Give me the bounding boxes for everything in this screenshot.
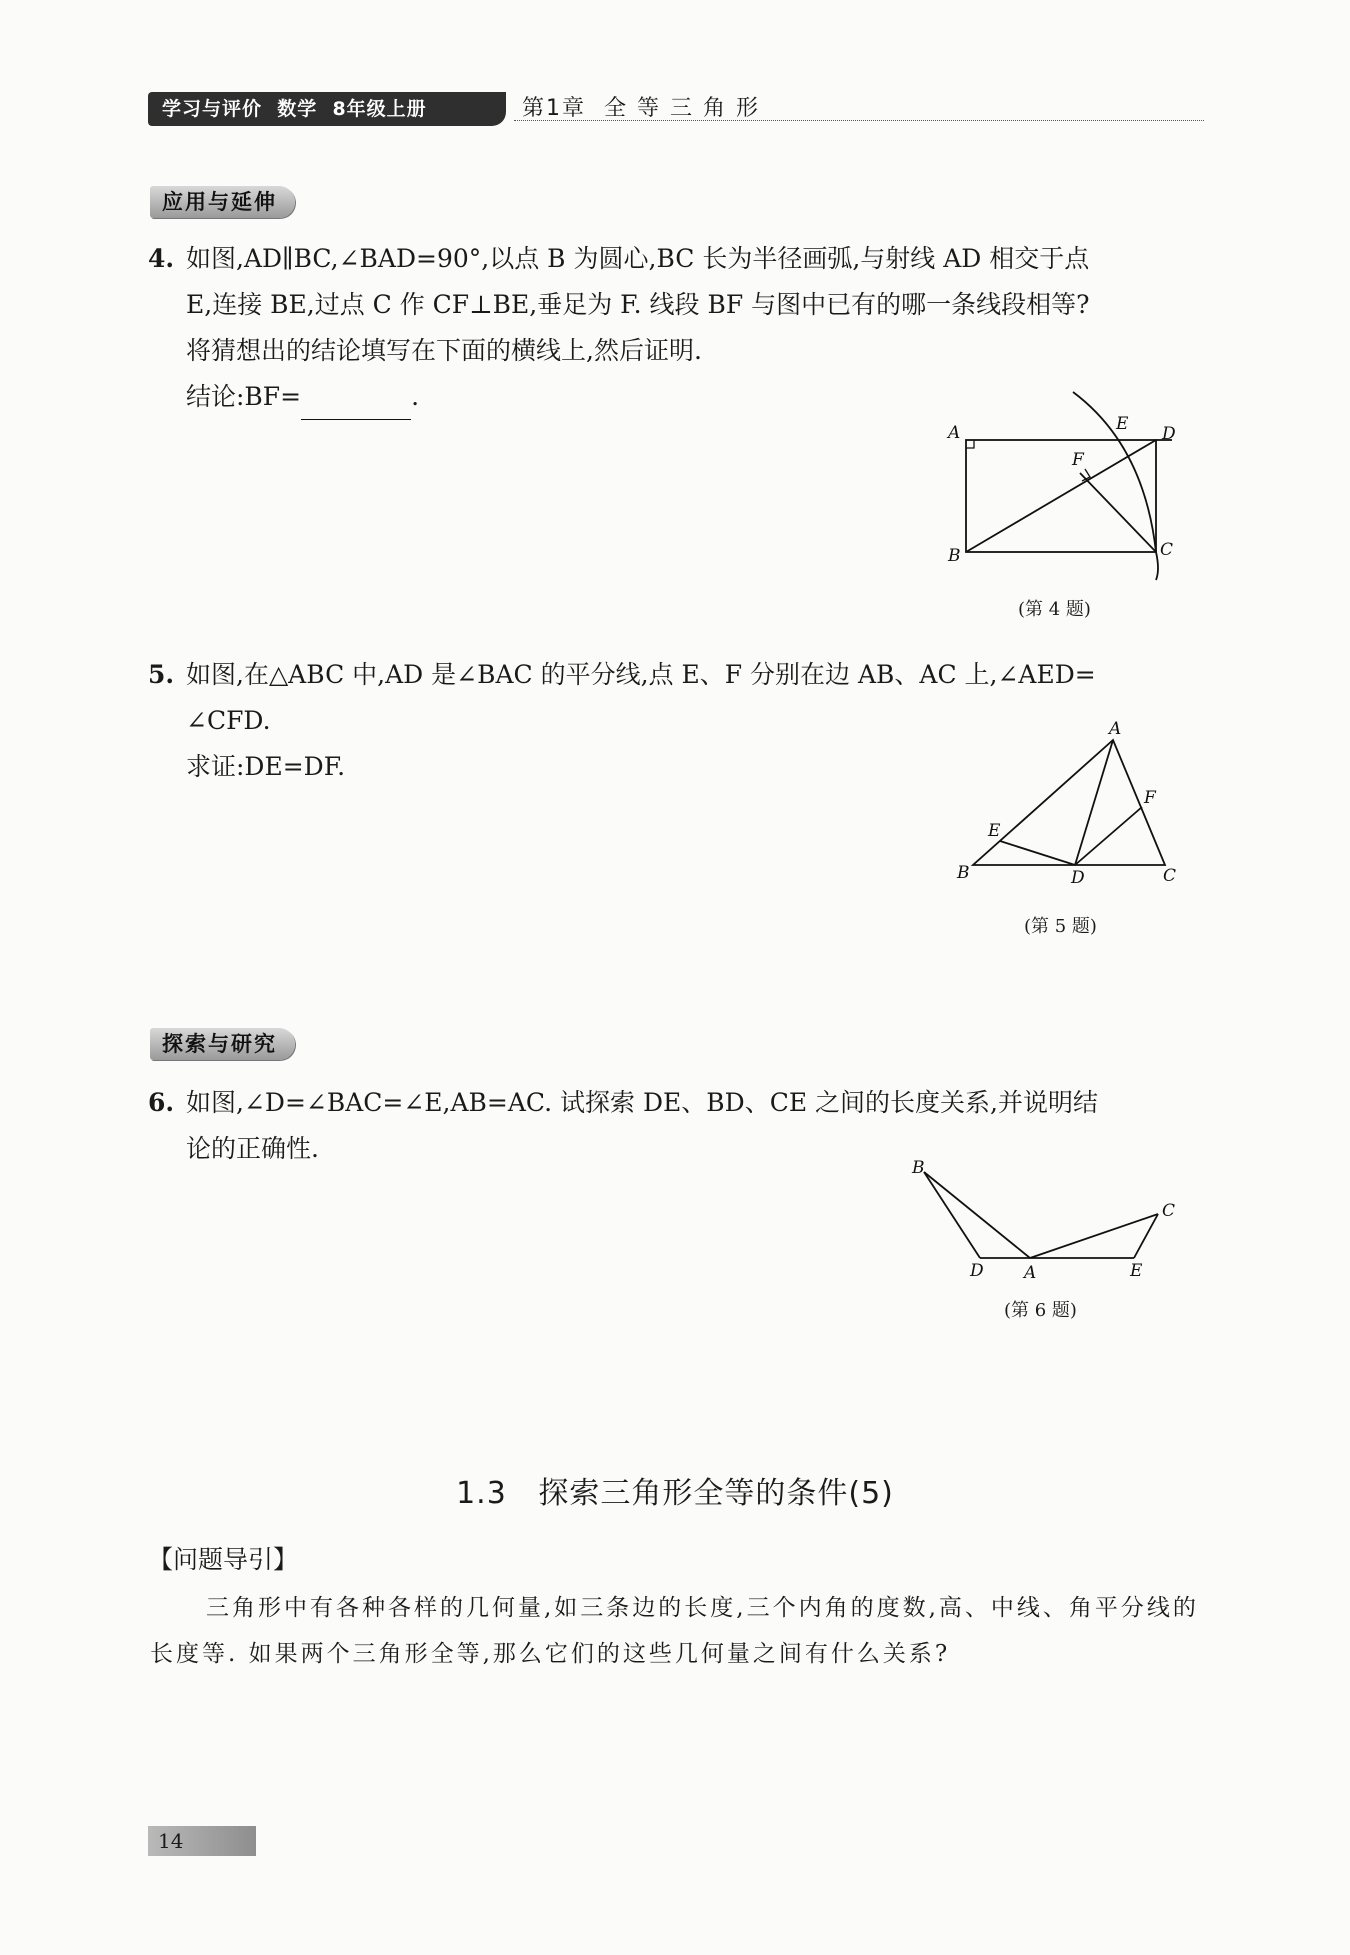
q6-line2: 论的正确性. [186, 1134, 319, 1163]
header-rule [514, 120, 1204, 121]
q4-caption: (第 4 题) [1018, 599, 1091, 620]
q4-label-b: B [948, 546, 961, 566]
q4-number: 4. [148, 244, 175, 273]
q4-label-e: E [1116, 414, 1129, 434]
q6-label-e: E [1130, 1261, 1143, 1281]
q5-bisector-ad [1075, 740, 1113, 865]
q4-label-f: F [1072, 450, 1084, 470]
guide-heading: 【问题导引】 [148, 1545, 299, 1574]
q4-answer-blank [301, 389, 411, 420]
q5-triangle-abc [973, 740, 1165, 865]
guide-text: 三角形中有各种各样的几何量,如三条边的长度,三个内角的度数,高、中线、角平分线的长度等. 如果两个三角形全等,那么它们的这些几何量之间有什么关系? [150, 1595, 1199, 1667]
lesson-title: 1.3 探索三角形全等的条件(5) [456, 1476, 894, 1511]
q5-label-f: F [1144, 788, 1156, 808]
q5-number: 5. [148, 660, 175, 689]
q5-label-d: D [1071, 868, 1085, 888]
q5-line3: 求证:DE=DF. [186, 752, 346, 781]
q6-caption: (第 6 题) [1004, 1300, 1077, 1321]
q5-label-c: C [1163, 866, 1177, 886]
q6-number: 6. [148, 1088, 175, 1117]
q6-segment-ba [924, 1172, 1030, 1258]
q5-caption: (第 5 题) [1024, 916, 1097, 937]
q6-figure [900, 1150, 1190, 1285]
q4-segment-cf [1080, 473, 1156, 552]
q6-label-b: B [912, 1158, 925, 1178]
q6-label-d: D [970, 1261, 984, 1281]
q4-conclusion-label: 结论:BF= [186, 382, 302, 411]
book-header: 学习与评价 数学 8年级上册 [148, 92, 506, 126]
chapter-header: 第1章 全 等 三 角 形 [522, 96, 760, 121]
q5-figure [945, 715, 1185, 890]
q6-line1: 如图,∠D=∠BAC=∠E,AB=AC. 试探索 DE、BD、CE 之间的长度关系,并说明结 [186, 1088, 1098, 1117]
q4-right-angle-a [966, 440, 974, 448]
q6-label-a: A [1024, 1263, 1037, 1283]
q5-line1: 如图,在△ABC 中,AD 是∠BAC 的平分线,点 E、F 分别在边 AB、AC 上,∠AED= [186, 660, 1096, 689]
q5-label-e: E [988, 821, 1001, 841]
q5-segment-de [1000, 841, 1075, 865]
q4-label-c: C [1160, 540, 1174, 560]
q4-line2: E,连接 BE,过点 C 作 CF⊥BE,垂足为 F. 线段 BF 与图中已有的哪一条线段相等? [186, 290, 1090, 319]
q5-segment-df [1075, 807, 1142, 865]
q5-label-b: B [957, 863, 970, 883]
q6-segment-bd [924, 1172, 980, 1258]
q4-line1: 如图,AD∥BC,∠BAD=90°,以点 B 为圆心,BC 长为半径画弧,与射线 AD 相交于点 [186, 244, 1090, 273]
q4-label-d: D [1162, 424, 1176, 444]
q4-figure [930, 385, 1190, 585]
q4-conclusion-end: . [411, 382, 420, 411]
q5-line2: ∠CFD. [186, 706, 271, 735]
q4-label-a: A [948, 423, 961, 443]
q4-conclusion [186, 374, 419, 420]
section-apply-tag: 应用与延伸 [150, 186, 295, 218]
q5-label-a: A [1109, 719, 1122, 739]
q6-label-c: C [1162, 1201, 1176, 1221]
q4-line3: 将猜想出的结论填写在下面的横线上,然后证明. [186, 336, 702, 365]
q6-segment-ac [1030, 1214, 1158, 1258]
page-number: 14 [148, 1826, 256, 1856]
section-explore-tag: 探索与研究 [150, 1028, 295, 1060]
